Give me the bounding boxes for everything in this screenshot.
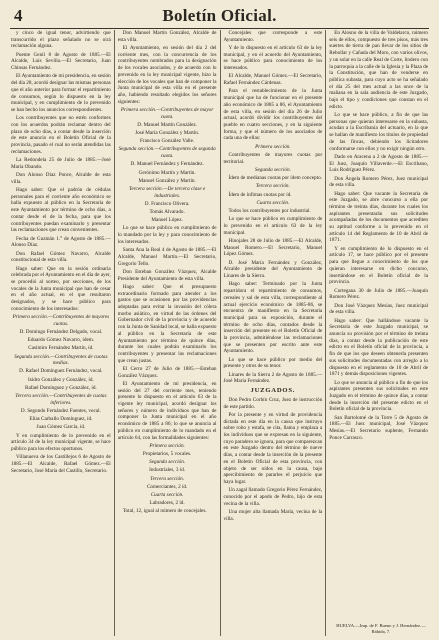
name-line: D. Francisco Olivera. <box>144 200 190 207</box>
column-1 <box>8 30 114 636</box>
name-line: Tomás Alvarado. <box>149 209 185 216</box>
paragraph: Don Alonso Díaz Ponce, Alcalde de esta villa. <box>11 172 111 185</box>
paragraph: Dado en Aracena a 2 de Agosto de 1885.—El Juez, Joaquín Villaverde.—El Escribano, Luis Rodríguez Pérez. <box>329 153 428 174</box>
paragraph: Hinojales 28 de Julio de 1885.—El Alcalde, Manuel Romero.—El Secretario, Manuel López Gómez. <box>223 238 323 258</box>
paragraph: Lo que se hace público por medio del presente y otros de su tenor. <box>223 356 323 370</box>
section-caption: Tercera sección. <box>255 183 290 190</box>
paragraph: Santa Ana la Real 4 de Agosto de 1885.—El Alcalde, Manuel Martín.—El Secretario, Gregorio Tello. <box>117 247 217 267</box>
name-line: Eduardo Gómez Navarro, ídem. <box>27 337 95 344</box>
name-line: Francisco González Valle. <box>140 138 195 145</box>
column-4 <box>325 30 431 636</box>
paragraph: Hago saber: Que vacante la Secretaría de este Juzgado, se abre concurso a ella por término de treinta días, durante los cuales los aspirantes presentarán sus solicitudes acompañadas de los documentos que acrediten su aptitud conforme a lo prevenido en el artículo 14 del Reglamento de 10 de Abril de 1871. <box>329 190 428 244</box>
name-line: Industriales, 3 íd. <box>149 467 186 474</box>
name-line: Rafael Domínguez y González, íd. <box>25 384 97 391</box>
masthead-title: Boletín Oficial. <box>162 6 277 25</box>
paragraph: La Redondela 25 de Julio de 1885.—José María Obando. <box>11 157 111 170</box>
paragraph: Por la presente y en virtud de providencia dictada en este día en la causa que instruyo sobre robo y estafa, se cita, llama y emplaza a los individuos que se expresan en la siguiente, cuyo paradero se ignora, para que comparezcan en este Juzgado dentro del término de nueve días, a contar desde la inserción de la presente en el Boletín Oficial de esta provincia, con objeto de ser oídos en la causa, bajo apercibimiento de pararles el perjuicio que haya lugar. <box>223 411 323 485</box>
name-line: Juan Gómez García, íd. <box>36 424 86 431</box>
paragraph: Los contribuyentes que no estén conformes con los acuerdos podrán reclamar dentro del plazo de ocho días, a contar desde la inserción de este anuncio en el Boletín Oficial de la provincia, pasado el cual no serán atendidas las reclamaciones. <box>11 115 111 155</box>
paragraph: Hago saber: Terminado por la Junta repartidora el repartimiento de consumos, cereales y sal de esta villa, correspondiente al actual ejercicio económico de 1885-86, se encuentra de manifiesto en la Secretaría municipal para su exposición, durante el término de ocho días, contados desde la inserción del presente en el Boletín Oficial de la provincia, admitiéndose las reclamaciones que se presenten por escrito ante este Ayuntamiento. <box>223 281 323 355</box>
name-line: Elías Carballo Domínguez, íd. <box>29 416 93 423</box>
paragraph: Un zagal llamado Gregorio Pérez Fernández, conocido por el apodo de Pedro, hijo de esta vecina de la villa. <box>223 487 323 507</box>
paragraph: Villanueva de los Castillejos 6 de Agosto de 1885.—El Alcalde, Rafael Gómez.—El Secretario, José María del Castillo, Secretario. <box>11 454 111 474</box>
paragraph: Don Manuel Martín González, Alcalde de esta villa. <box>117 30 217 43</box>
section-caption: Tercera sección. <box>150 475 185 482</box>
section-caption: Tercera sección.—De tercera clase e industriales. <box>129 185 206 199</box>
column-3 <box>220 30 326 636</box>
paragraph: Hago saber: Que el padrón de cédulas personales para el corriente año económico se halla expuesto al público en la Secretaría de este Ayuntamiento por término de ocho días, a contar desde el de la fecha, para que los contribuyentes puedan examinarlo y presentar las reclamaciones que crean convenientes. <box>11 187 111 234</box>
paragraph: Todos los contribuyentes por industrial. <box>228 208 311 215</box>
name-line: José María González y Martín. <box>135 130 200 137</box>
name-line: D. Rafael Domínguez Fernández, vocal. <box>19 368 103 375</box>
paragraph: Don Rafael Gómez Navarro, Alcalde constitucional de esta villa. <box>11 250 111 264</box>
printer-imprint: HUELVA.—Imp. de F. Bueno y J. Hernández.—Rábida, 7. <box>336 623 426 634</box>
paragraph: Una mujer alta llamada María, vecina de la villa. <box>223 508 323 522</box>
paragraph: Y en cumplimiento de lo prevenido en el artículo 34 de la ley municipal vigente, se hace público para los efectos oportunos. <box>11 432 111 453</box>
paragraph: Fecha de Guzmán 1.° de Agosto de 1885.—Alonso Díaz. <box>11 235 111 249</box>
paragraph: Y de lo dispuesto en el artículo 63 de la ley municipal, y en el acuerdo del Ayuntamiento, se hace público para conocimiento de los interesados. <box>223 45 323 72</box>
section-caption: Primera sección. <box>149 442 185 449</box>
name-line: D. Segundo Fernández Fuentes, vocal. <box>20 408 101 414</box>
section-caption: Primera sección. <box>255 143 291 150</box>
paragraph: Lo que se hace público, a fin de que las personas que quieran interesarse en la subasta, acudan a la Escribanía del actuario, en la que se hallan de manifiesto los títulos de propiedad de las fincas, debiendo los licitadores conformarse con ellos y no exigir ningún otro. <box>329 112 428 152</box>
paragraph: Linares de la Sierra 2 de Agosto de 1885.—José María Fernández. <box>223 371 323 385</box>
paragraph: Ídem de medianas cuotas por ídem concepto. <box>228 175 322 182</box>
section-caption: Segunda sección. <box>254 166 291 173</box>
paragraph: En Alosno de la villa de Valdelarco, número seis de ellos, compuesto de tres pisos, más tres suertes de tierra de pan llevar de los sitios de Rebollar y Cañada del Moro, con varios olivos, y un solar en la calle Real de Corte, lindero con la parroquia a la calle de la Iglesia y la Plaza de la Constitución, que han de venderse en pública subasta, para cuyo acto se ha señalado el día 25 del mes actual a las once de la mañana en la sala audiencia de este Juzgado, bajo el tipo y condiciones que constan en el edicto. <box>329 30 428 110</box>
name-line: D. Manuel Martín González. <box>137 121 198 128</box>
section-caption: Cuarta sección. <box>150 492 184 499</box>
paragraph: Lo que se hace público en cumplimiento de lo mandado por la ley y para conocimiento de los interesados. <box>117 225 217 245</box>
paragraph: El Ayuntamiento de mi presidencia, en sesión del día 28, acordó designar las mismas personas que el año anterior para formar el repartimiento de consumos, según lo dispuesto en la ley municipal, y en cumplimiento de lo prevenido se han hecho los anuncios correspondientes. <box>11 73 111 113</box>
paragraph: El Ayuntamiento de mi presidencia, en sesión del 27 del corriente mes, teniendo presente lo dispuesto en el artículo 63 de la vigente ley municipal, acordó designar los señores y número de individuos que han de componer la Junta municipal en el año económico de 1885 a 86; lo que se anuncia al público en cumplimiento de lo mandado en el artículo 64, con las formalidades siguientes: <box>117 380 217 441</box>
name-line: Manuel López. <box>151 217 183 224</box>
paragraph: Don Esteban González Vázquez, Alcalde Presidente del Ayuntamiento de esta villa. <box>117 268 217 282</box>
paragraph: Lo que se hace público en cumplimiento de lo prevenido en el artículo 63 de la ley municipal. <box>223 216 323 236</box>
name-line: D. Manuel Fernández y Fernández. <box>130 161 204 168</box>
section-caption: Segunda sección.—Contribuyentes de cuotas medias. <box>14 353 108 367</box>
paragraph: Lo que se anuncia al público a fin de que los aspirantes presenten sus solicitudes en este Juzgado en el término de quince días, a contar desde la inserción del presente edicto en el Boletín oficial de la provincia. <box>329 379 428 413</box>
section-heading: JUZGADOS. <box>250 387 296 395</box>
paragraph: Para el restablecimiento de la Junta municipal que ha de funcionar en el presente año económico de 1885 a 86, el Ayuntamiento de esta villa, en sesión del día 26 de Julio actual, acordó dividir los contribuyentes del pueblo en cuatro secciones, y en la siguiente forma, y que el número de los asociados de cada una de ellas: <box>223 88 323 142</box>
column-2 <box>114 30 220 636</box>
name-line: Manuel González y Martín. <box>138 177 196 184</box>
columns <box>8 30 431 636</box>
paragraph: Hago saber: Que el presupuesto extraordinario formado para atender a los gastos que se ocasionen por las providencias adoptadas para evitar la invasión del cólera morbo asiático, en virtud de las órdenes del Gobernador civil de la provincia y de acuerdo con la Junta de Sanidad local, se halla expuesto al público en la Secretaría de este Ayuntamiento por término de quince días, durante los cuales podrán examinarlo los contribuyentes y presentar las reclamaciones que crean justas. <box>117 283 217 364</box>
paragraph: San Bartolomé de la Torre 5 de Agosto de 1885.—El Juez municipal, José Vázquez Mesías.—El Secretario suplente, Fernando Ponce Carrasco. <box>329 414 428 441</box>
name-line: D. Domingo Fernández Delgado, vocal. <box>19 328 103 335</box>
section-caption: Segunda sección. <box>149 459 186 466</box>
paragraph: Don Ángela Romero Pérez, Juez municipal de esta villa. <box>329 175 428 189</box>
paragraph: El Ayuntamiento, en sesión del día 2 del corriente mes, con la concurrencia de los contribuyentes nombrados para la designación de los vocales asociados, y de acuerdo con lo prevenido en la ley municipal vigente, hizo la elección de los vocales que han de componer la Junta municipal de esta villa en el presente año, habiendo resultado elegidos los señores siguientes: <box>117 45 217 105</box>
paragraph: El Cerro 27 de Julio de 1885.—Esteban González Vázquez. <box>117 365 217 379</box>
section-caption: Tercera sección.—Contribuyentes de cuotas inferiores. <box>15 393 107 406</box>
paragraph: y cinco de igual tenor, advirtiendo que transcurrido el plazo señalado no se oirá reclamación alguna. <box>11 30 111 50</box>
section-caption: Cuarta sección. <box>256 199 290 206</box>
paragraph: El Alcalde, Manuel Gómez.—El Secretario, Rafael Fernández Cárdenas. <box>223 73 323 87</box>
name-line: Labradores, 2 íd. <box>149 500 185 507</box>
section-caption: Primera sección.—Contribuyentes de mayores cuotas. <box>12 314 110 327</box>
paragraph: Contribuyentes de mayores cuotas por territorial. <box>223 151 323 165</box>
section-caption: Segunda sección.—Contribuyentes de segunda cuota. <box>118 146 216 160</box>
paragraph: Total, 12, igual al número de concejales. <box>122 508 207 515</box>
paragraph: Hago saber: Que hallándose vacante la Secretaría de este Juzgado municipal, se anuncia su provisión por el término de treinta días, a contar desde la publicación de este edicto en el Boletín oficial de la provincia, a fin de que los que deseen obtenerla presenten sus solicitudes documentadas con arreglo a lo dispuesto en el reglamento de 10 de Abril de 1871 y demás disposiciones vigentes. <box>329 317 428 378</box>
name-line: Propietarios, 5 vocales. <box>142 451 192 458</box>
page-header <box>10 2 429 29</box>
paragraph: Hago saber: Que en la sesión ordinaria celebrada por el Ayuntamiento en el día de ayer, se procedió al sorteo, por secciones, de los vocales de la Junta municipal que han de cesar en el año actual, en el que resultaron designados, y se hace público para conocimiento de los interesados: <box>11 265 111 312</box>
name-line: Casimiro Fernández Martín, íd. <box>28 345 94 352</box>
name-line: Isidro González y González, íd. <box>28 376 94 383</box>
section-caption: Primera sección.—Contribuyentes de mayor cuota. <box>120 106 214 120</box>
paragraph: Don José Vázquez Mesías, Juez municipal de esta villa. <box>329 302 428 316</box>
name-line: Gerónimo Martín y Martín. <box>138 169 196 176</box>
paragraph: Puente Genil 8 de Agosto de 1885.—El Alcalde, Luis Sevilla.—El Secretario, Juan Chinsas Fernández. <box>11 51 111 72</box>
paragraph: Y en cumplimiento de lo dispuesto en el artículo 17, se hace público por el presente para que llegue a conocimiento de los que quieran interesarse en dicho concurso, insertándose en el Boletín oficial de la provincia. <box>329 245 428 286</box>
paragraph: Ídem de ínfimas cuotas por íd. <box>228 191 292 198</box>
paragraph: Don Pedro Corbín Cruz, Juez de instrucción de este partido. <box>223 396 323 410</box>
paragraph: D. José María Fernández y González, Alcalde presidente del Ayuntamiento de Linares de la Sierra. <box>223 259 323 280</box>
page-number: 4 <box>14 6 23 25</box>
name-line: Comerciantes, 2 íd. <box>146 483 188 490</box>
paragraph: Concejales que corresponde a este Ayuntamiento. <box>223 30 323 43</box>
paragraph: Cortegana 30 de Julio de 1885.—Joaquín Romero Pérez. <box>329 287 428 301</box>
